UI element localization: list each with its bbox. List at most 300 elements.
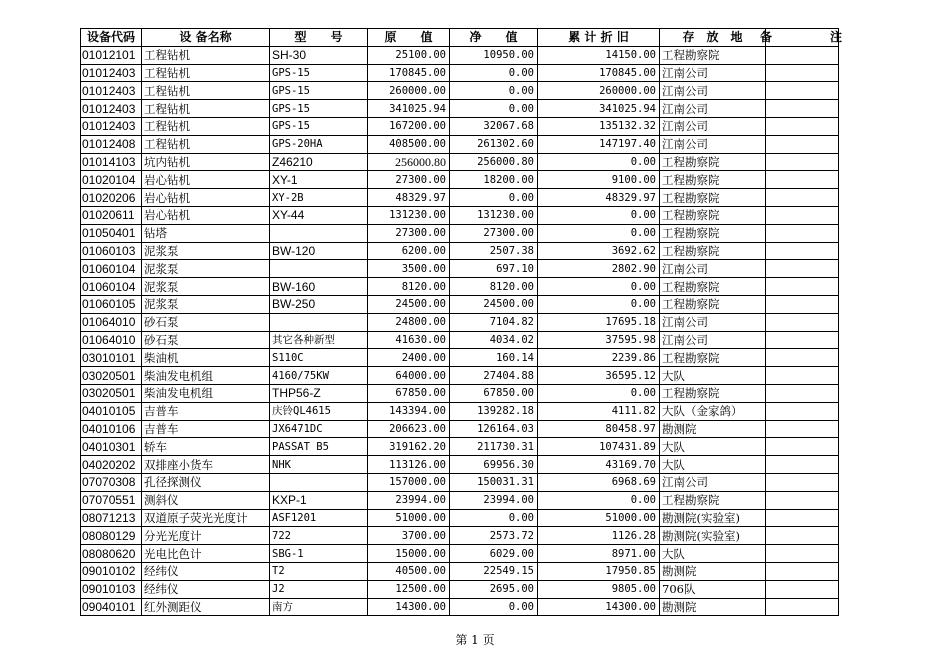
cell-original-value: 256000.80 [368, 153, 450, 171]
cell-depreciation: 147197.40 [538, 135, 660, 153]
cell-note [766, 64, 839, 82]
cell-depreciation: 80458.97 [538, 420, 660, 438]
cell-net-value: 10950.00 [450, 46, 538, 64]
cell-original-value: 8120.00 [368, 278, 450, 296]
cell-original-value: 48329.97 [368, 189, 450, 207]
cell-original-value: 51000.00 [368, 509, 450, 527]
cell-location: 工程勘察院 [660, 46, 766, 64]
cell-model: GPS-15 [270, 100, 368, 118]
cell-original-value: 206623.00 [368, 420, 450, 438]
cell-code: 04010106 [81, 420, 142, 438]
cell-original-value: 27300.00 [368, 224, 450, 242]
cell-depreciation: 0.00 [538, 278, 660, 296]
cell-name: 坑内钻机 [142, 153, 270, 171]
header-note-char-2: 注 [830, 30, 843, 45]
table-row [81, 82, 839, 100]
table-row [81, 509, 839, 527]
cell-code: 01020104 [81, 171, 142, 189]
cell-model: T2 [270, 562, 368, 580]
cell-code: 04020202 [81, 456, 142, 474]
cell-net-value: 261302.60 [450, 135, 538, 153]
cell-depreciation: 4111.82 [538, 402, 660, 420]
cell-note [766, 598, 839, 616]
cell-name: 砂石泵 [142, 313, 270, 331]
table-row [81, 331, 839, 349]
cell-net-value: 2507.38 [450, 242, 538, 260]
cell-code: 09010102 [81, 562, 142, 580]
cell-code: 01064010 [81, 331, 142, 349]
cell-note [766, 171, 839, 189]
cell-location: 江南公司 [660, 135, 766, 153]
cell-note [766, 82, 839, 100]
header-code: 设备代码 [81, 29, 142, 47]
table-row [81, 153, 839, 171]
cell-note [766, 135, 839, 153]
table-row [81, 64, 839, 82]
cell-net-value: 2573.72 [450, 527, 538, 545]
cell-net-value: 211730.31 [450, 438, 538, 456]
cell-depreciation: 0.00 [538, 491, 660, 509]
cell-net-value: 67850.00 [450, 384, 538, 402]
cell-net-value: 27404.88 [450, 367, 538, 385]
cell-location: 勘测院 [660, 562, 766, 580]
cell-net-value: 27300.00 [450, 224, 538, 242]
cell-note [766, 509, 839, 527]
cell-location: 工程勘察院 [660, 295, 766, 313]
table-row [81, 420, 839, 438]
cell-model: SBG-1 [270, 545, 368, 563]
cell-location: 工程勘察院 [660, 491, 766, 509]
cell-original-value: 27300.00 [368, 171, 450, 189]
header-net-value: 净 值 [450, 29, 538, 47]
cell-model: 4160/75KW [270, 367, 368, 385]
cell-code: 01012403 [81, 117, 142, 135]
cell-location: 江南公司 [660, 64, 766, 82]
cell-net-value: 0.00 [450, 509, 538, 527]
cell-note [766, 545, 839, 563]
cell-depreciation: 107431.89 [538, 438, 660, 456]
cell-name: 经纬仪 [142, 580, 270, 598]
cell-original-value: 15000.00 [368, 545, 450, 563]
cell-depreciation: 9805.00 [538, 580, 660, 598]
table-row [81, 224, 839, 242]
cell-name: 轿车 [142, 438, 270, 456]
cell-net-value: 18200.00 [450, 171, 538, 189]
cell-name: 柴油发电机组 [142, 384, 270, 402]
cell-name: 柴油发电机组 [142, 367, 270, 385]
equipment-sheet [80, 28, 843, 614]
cell-model [270, 473, 368, 491]
cell-location: 勘测院 [660, 420, 766, 438]
cell-name: 测斜仪 [142, 491, 270, 509]
cell-location: 工程勘察院 [660, 242, 766, 260]
cell-code: 07070308 [81, 473, 142, 491]
cell-code: 01060104 [81, 260, 142, 278]
cell-location: 大队 [660, 367, 766, 385]
cell-location: 江南公司 [660, 260, 766, 278]
cell-model: PASSAT B5 [270, 438, 368, 456]
cell-name: 泥浆泵 [142, 242, 270, 260]
cell-code: 04010301 [81, 438, 142, 456]
cell-name: 分光光度计 [142, 527, 270, 545]
cell-name: 孔径探测仪 [142, 473, 270, 491]
cell-location: 江南公司 [660, 313, 766, 331]
cell-location: 勘测院(实验室) [660, 527, 766, 545]
cell-code: 08080129 [81, 527, 142, 545]
table-row [81, 438, 839, 456]
cell-model: NHK [270, 456, 368, 474]
cell-depreciation: 48329.97 [538, 189, 660, 207]
cell-location: 江南公司 [660, 82, 766, 100]
cell-net-value: 2695.00 [450, 580, 538, 598]
cell-code: 07070551 [81, 491, 142, 509]
cell-note [766, 384, 839, 402]
cell-note [766, 367, 839, 385]
cell-name: 岩心钻机 [142, 189, 270, 207]
cell-name: 柴油机 [142, 349, 270, 367]
cell-depreciation: 0.00 [538, 295, 660, 313]
table-row [81, 367, 839, 385]
cell-model: XY-1 [270, 171, 368, 189]
cell-net-value: 131230.00 [450, 206, 538, 224]
cell-code: 01060103 [81, 242, 142, 260]
cell-code: 09040101 [81, 598, 142, 616]
cell-model: XY-2B [270, 189, 368, 207]
cell-location: 勘测院 [660, 598, 766, 616]
cell-location: 工程勘察院 [660, 171, 766, 189]
cell-model: 南方 [270, 598, 368, 616]
cell-name: 泥浆泵 [142, 278, 270, 296]
cell-net-value: 23994.00 [450, 491, 538, 509]
cell-name: 吉普车 [142, 402, 270, 420]
table-row [81, 545, 839, 563]
cell-original-value: 6200.00 [368, 242, 450, 260]
cell-code: 01050401 [81, 224, 142, 242]
header-original-value: 原 值 [368, 29, 450, 47]
cell-net-value: 0.00 [450, 189, 538, 207]
cell-note [766, 562, 839, 580]
cell-original-value: 170845.00 [368, 64, 450, 82]
cell-name: 工程钻机 [142, 100, 270, 118]
cell-location: 勘测院(实验室) [660, 509, 766, 527]
cell-name: 工程钻机 [142, 46, 270, 64]
cell-code: 01012408 [81, 135, 142, 153]
cell-note [766, 189, 839, 207]
cell-code: 01060104 [81, 278, 142, 296]
cell-original-value: 41630.00 [368, 331, 450, 349]
cell-depreciation: 0.00 [538, 224, 660, 242]
cell-location: 大队 [660, 438, 766, 456]
cell-original-value: 341025.94 [368, 100, 450, 118]
cell-depreciation: 9100.00 [538, 171, 660, 189]
cell-depreciation: 14150.00 [538, 46, 660, 64]
table-row [81, 491, 839, 509]
cell-name: 砂石泵 [142, 331, 270, 349]
cell-note [766, 260, 839, 278]
cell-code: 03020501 [81, 367, 142, 385]
table-body [81, 46, 839, 616]
cell-code: 01020206 [81, 189, 142, 207]
cell-original-value: 408500.00 [368, 135, 450, 153]
header-row [81, 29, 839, 47]
cell-location: 工程勘察院 [660, 153, 766, 171]
cell-model [270, 260, 368, 278]
cell-model: 庆铃QL4615 [270, 402, 368, 420]
cell-original-value: 131230.00 [368, 206, 450, 224]
header-name: 设 备名称 [142, 29, 270, 47]
table-row [81, 242, 839, 260]
cell-model: SH-30 [270, 46, 368, 64]
cell-original-value: 3700.00 [368, 527, 450, 545]
cell-net-value: 139282.18 [450, 402, 538, 420]
cell-net-value: 7104.82 [450, 313, 538, 331]
cell-depreciation: 37595.98 [538, 331, 660, 349]
cell-model: XY-44 [270, 206, 368, 224]
cell-name: 工程钻机 [142, 64, 270, 82]
cell-name: 经纬仪 [142, 562, 270, 580]
cell-note [766, 313, 839, 331]
cell-code: 04010105 [81, 402, 142, 420]
cell-name: 岩心钻机 [142, 171, 270, 189]
cell-model: J2 [270, 580, 368, 598]
cell-net-value: 0.00 [450, 82, 538, 100]
cell-model: 其它各种新型 [270, 331, 368, 349]
table-row [81, 349, 839, 367]
cell-note [766, 473, 839, 491]
table-row [81, 100, 839, 118]
cell-depreciation: 341025.94 [538, 100, 660, 118]
cell-location: 大队（金家鸽） [660, 402, 766, 420]
table-row [81, 456, 839, 474]
cell-note [766, 295, 839, 313]
cell-original-value: 14300.00 [368, 598, 450, 616]
cell-code: 01020611 [81, 206, 142, 224]
cell-code: 01064010 [81, 313, 142, 331]
cell-note [766, 349, 839, 367]
table-row [81, 402, 839, 420]
cell-name: 双排座小货车 [142, 456, 270, 474]
cell-name: 吉普车 [142, 420, 270, 438]
cell-note [766, 224, 839, 242]
table-row [81, 278, 839, 296]
cell-model: GPS-20HA [270, 135, 368, 153]
cell-code: 03010101 [81, 349, 142, 367]
cell-depreciation: 260000.00 [538, 82, 660, 100]
table-row [81, 384, 839, 402]
cell-model: THP56-Z [270, 384, 368, 402]
cell-note [766, 456, 839, 474]
cell-code: 09010103 [81, 580, 142, 598]
table-row [81, 313, 839, 331]
cell-model: BW-250 [270, 295, 368, 313]
cell-original-value: 40500.00 [368, 562, 450, 580]
table-row [81, 117, 839, 135]
cell-original-value: 143394.00 [368, 402, 450, 420]
cell-net-value: 22549.15 [450, 562, 538, 580]
table-row [81, 260, 839, 278]
cell-depreciation: 0.00 [538, 206, 660, 224]
cell-location: 大队 [660, 456, 766, 474]
table-row [81, 473, 839, 491]
cell-depreciation: 8971.00 [538, 545, 660, 563]
cell-location: 工程勘察院 [660, 224, 766, 242]
header-model: 型 号 [270, 29, 368, 47]
cell-depreciation: 2239.86 [538, 349, 660, 367]
cell-location: 江南公司 [660, 473, 766, 491]
cell-code: 08071213 [81, 509, 142, 527]
cell-name: 光电比色计 [142, 545, 270, 563]
cell-net-value: 24500.00 [450, 295, 538, 313]
cell-note [766, 117, 839, 135]
cell-original-value: 64000.00 [368, 367, 450, 385]
cell-original-value: 23994.00 [368, 491, 450, 509]
cell-net-value: 69956.30 [450, 456, 538, 474]
cell-depreciation: 17950.85 [538, 562, 660, 580]
header-depreciation: 累 计 折 旧 [538, 29, 660, 47]
cell-name: 泥浆泵 [142, 295, 270, 313]
cell-net-value: 0.00 [450, 100, 538, 118]
cell-location: 工程勘察院 [660, 384, 766, 402]
cell-note [766, 527, 839, 545]
cell-code: 01014103 [81, 153, 142, 171]
cell-net-value: 4034.02 [450, 331, 538, 349]
cell-code: 08080620 [81, 545, 142, 563]
cell-original-value: 24500.00 [368, 295, 450, 313]
cell-model: BW-120 [270, 242, 368, 260]
cell-depreciation: 3692.62 [538, 242, 660, 260]
cell-name: 工程钻机 [142, 117, 270, 135]
cell-depreciation: 2802.90 [538, 260, 660, 278]
cell-code: 01012101 [81, 46, 142, 64]
cell-depreciation: 0.00 [538, 384, 660, 402]
cell-model: S110C [270, 349, 368, 367]
cell-net-value: 0.00 [450, 598, 538, 616]
cell-note [766, 331, 839, 349]
cell-note [766, 100, 839, 118]
cell-original-value: 24800.00 [368, 313, 450, 331]
cell-name: 泥浆泵 [142, 260, 270, 278]
cell-note [766, 491, 839, 509]
cell-depreciation: 51000.00 [538, 509, 660, 527]
cell-net-value: 160.14 [450, 349, 538, 367]
cell-model: Z46210 [270, 153, 368, 171]
cell-original-value: 12500.00 [368, 580, 450, 598]
cell-depreciation: 17695.18 [538, 313, 660, 331]
cell-depreciation: 135132.32 [538, 117, 660, 135]
cell-name: 钻塔 [142, 224, 270, 242]
cell-model: GPS-15 [270, 117, 368, 135]
cell-note [766, 153, 839, 171]
cell-location: 工程勘察院 [660, 278, 766, 296]
header-note-char-1: 备 [760, 30, 773, 45]
cell-original-value: 319162.20 [368, 438, 450, 456]
cell-location: 706队 [660, 580, 766, 598]
cell-name: 红外测距仪 [142, 598, 270, 616]
cell-note [766, 206, 839, 224]
cell-original-value: 2400.00 [368, 349, 450, 367]
table-row [81, 189, 839, 207]
cell-location: 工程勘察院 [660, 349, 766, 367]
cell-name: 双道原子荧光光度计 [142, 509, 270, 527]
cell-depreciation: 1126.28 [538, 527, 660, 545]
header-location: 存 放 地 [660, 29, 766, 47]
header-note [760, 29, 843, 47]
cell-net-value: 8120.00 [450, 278, 538, 296]
cell-location: 江南公司 [660, 117, 766, 135]
cell-model: GPS-15 [270, 64, 368, 82]
cell-net-value: 32067.68 [450, 117, 538, 135]
cell-note [766, 580, 839, 598]
cell-note [766, 278, 839, 296]
cell-location: 工程勘察院 [660, 189, 766, 207]
table-row [81, 135, 839, 153]
cell-net-value: 256000.80 [450, 153, 538, 171]
cell-code: 01012403 [81, 64, 142, 82]
cell-name: 工程钻机 [142, 135, 270, 153]
cell-net-value: 6029.00 [450, 545, 538, 563]
cell-depreciation: 36595.12 [538, 367, 660, 385]
cell-model: GPS-15 [270, 82, 368, 100]
cell-depreciation: 170845.00 [538, 64, 660, 82]
cell-name: 岩心钻机 [142, 206, 270, 224]
cell-note [766, 46, 839, 64]
cell-model: KXP-1 [270, 491, 368, 509]
cell-location: 大队 [660, 545, 766, 563]
cell-note [766, 420, 839, 438]
table-row [81, 171, 839, 189]
equipment-table [80, 28, 843, 616]
cell-net-value: 126164.03 [450, 420, 538, 438]
cell-model [270, 224, 368, 242]
cell-original-value: 167200.00 [368, 117, 450, 135]
cell-original-value: 67850.00 [368, 384, 450, 402]
cell-note [766, 438, 839, 456]
cell-code: 01012403 [81, 82, 142, 100]
cell-location: 江南公司 [660, 100, 766, 118]
table-row [81, 46, 839, 64]
cell-note [766, 242, 839, 260]
cell-net-value: 0.00 [450, 64, 538, 82]
cell-depreciation: 0.00 [538, 153, 660, 171]
cell-code: 03020501 [81, 384, 142, 402]
cell-model: BW-160 [270, 278, 368, 296]
cell-name: 工程钻机 [142, 82, 270, 100]
page-number: 第 1 页 [455, 633, 495, 647]
table-row [81, 598, 839, 616]
cell-depreciation: 43169.70 [538, 456, 660, 474]
cell-location: 工程勘察院 [660, 206, 766, 224]
cell-depreciation: 6968.69 [538, 473, 660, 491]
cell-depreciation: 14300.00 [538, 598, 660, 616]
cell-original-value: 260000.00 [368, 82, 450, 100]
table-row [81, 295, 839, 313]
cell-original-value: 25100.00 [368, 46, 450, 64]
cell-code: 01060105 [81, 295, 142, 313]
table-row [81, 562, 839, 580]
table-row [81, 206, 839, 224]
table-row [81, 527, 839, 545]
cell-note [766, 402, 839, 420]
cell-model: 722 [270, 527, 368, 545]
cell-original-value: 157000.00 [368, 473, 450, 491]
cell-model: JX6471DC [270, 420, 368, 438]
table-row [81, 580, 839, 598]
cell-net-value: 697.10 [450, 260, 538, 278]
cell-original-value: 113126.00 [368, 456, 450, 474]
cell-model [270, 313, 368, 331]
cell-location: 江南公司 [660, 331, 766, 349]
cell-model: ASF1201 [270, 509, 368, 527]
